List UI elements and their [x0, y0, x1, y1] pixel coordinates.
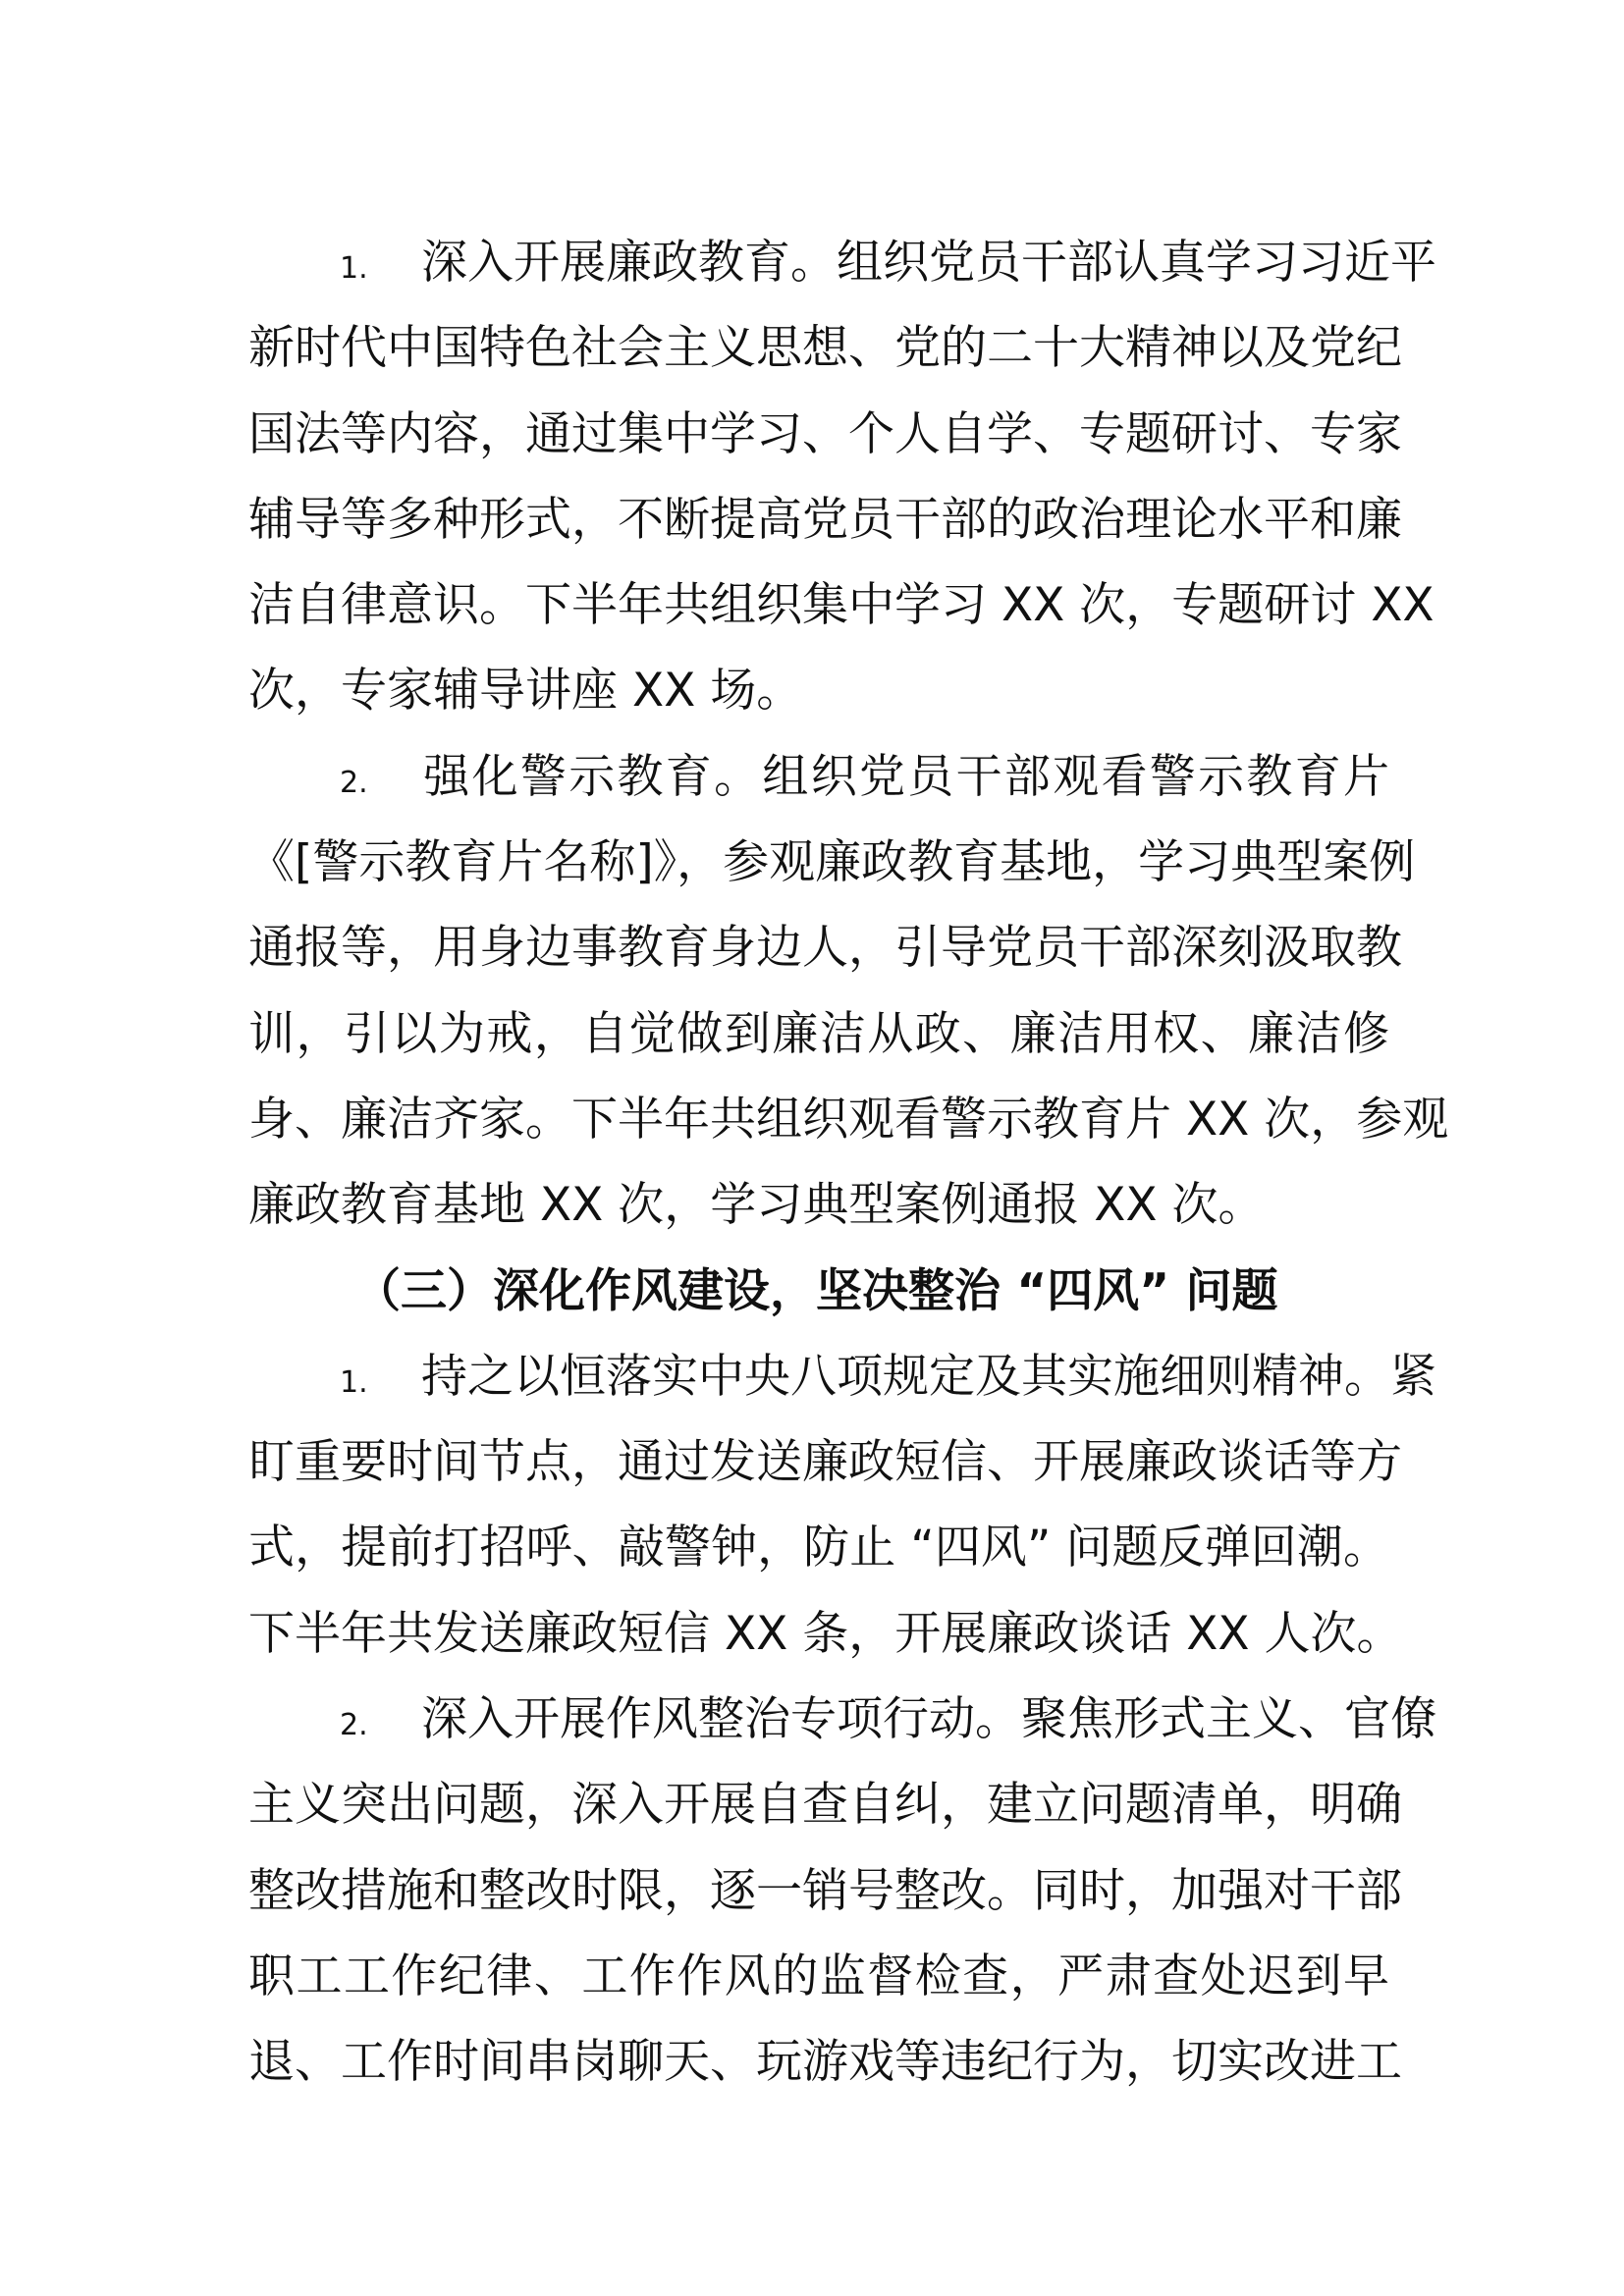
paragraph-line: 训，引以为戒，自觉做到廉洁从政、廉洁用权、廉洁修	[248, 1006, 1389, 1061]
paragraph-line: 廉政教育基地 XX 次，学习典型案例通报 XX 次。	[248, 1178, 1265, 1233]
line-text: 持之以恒落实中央八项规定及其实施细则精神。紧	[421, 1349, 1436, 1404]
paragraph-line: 洁自律意识。下半年共组织集中学习 XX 次，专题研讨 XX	[248, 578, 1435, 633]
paragraph-line: 通报等，用身边事教育身边人，引导党员干部深刻汲取教	[248, 921, 1402, 976]
paragraph-line: 盯重要时间节点，通过发送廉政短信、开展廉政谈话等方	[248, 1435, 1402, 1490]
paragraph-line: 职工工作纪律、工作作风的监督检查，严肃查处迟到早	[248, 1949, 1389, 2003]
paragraph-line: 主义突出问题，深入开展自查自纠，建立问题清单，明确	[248, 1778, 1402, 1833]
line-text: 深入开展廉政教育。组织党员干部认真学习习近平	[421, 236, 1436, 290]
paragraph-line: 国法等内容，通过集中学习、个人自学、专题研讨、专家	[248, 406, 1402, 461]
item-number: 2.	[340, 765, 368, 800]
item-number: 2.	[340, 1708, 368, 1743]
paragraph-line: 次，专家辅导讲座 XX 场。	[248, 664, 803, 719]
paragraph-line: 整改措施和整改时限，逐一销号整改。同时，加强对干部	[248, 1863, 1402, 1918]
document-page	[248, 220, 1449, 2106]
paragraph-line: 辅导等多种形式，不断提高党员干部的政治理论水平和廉	[248, 492, 1402, 547]
paragraph-line	[248, 1677, 1436, 1762]
section-heading: （三）深化作风建设，坚决整治 “四风” 问题	[354, 1263, 1278, 1318]
paragraph-line	[248, 734, 1389, 820]
paragraph-line: 《[警示教育片名称]》，参观廉政教育基地，学习典型案例	[248, 835, 1416, 890]
list-item-warning-education	[248, 734, 1449, 1249]
line-text: 强化警示教育。组织党员干部观看警示教育片	[421, 749, 1389, 804]
paragraph-line: 身、廉洁齐家。下半年共组织观看警示教育片 XX 次，参观	[248, 1092, 1449, 1147]
item-number: 1.	[340, 251, 368, 286]
paragraph-line: 式，提前打招呼、敲警钟，防止 “四风” 问题反弹回潮。	[248, 1521, 1389, 1575]
item-number: 1.	[340, 1364, 368, 1400]
paragraph-line: 下半年共发送廉政短信 XX 条，开展廉政谈话 XX 人次。	[248, 1606, 1403, 1661]
paragraph-line: 退、工作时间串岗聊天、玩游戏等违纪行为，切实改进工	[248, 2035, 1402, 2090]
paragraph-line	[248, 1334, 1436, 1419]
paragraph-line	[248, 220, 1436, 305]
list-item-work-style-rectification	[248, 1677, 1436, 2105]
list-item-lianzheng-education	[248, 220, 1436, 734]
list-item-eight-regulations	[248, 1334, 1436, 1677]
paragraph-line: 新时代中国特色社会主义思想、党的二十大精神以及党纪	[248, 321, 1402, 376]
line-text: 深入开展作风整治专项行动。聚焦形式主义、官僚	[421, 1692, 1436, 1747]
